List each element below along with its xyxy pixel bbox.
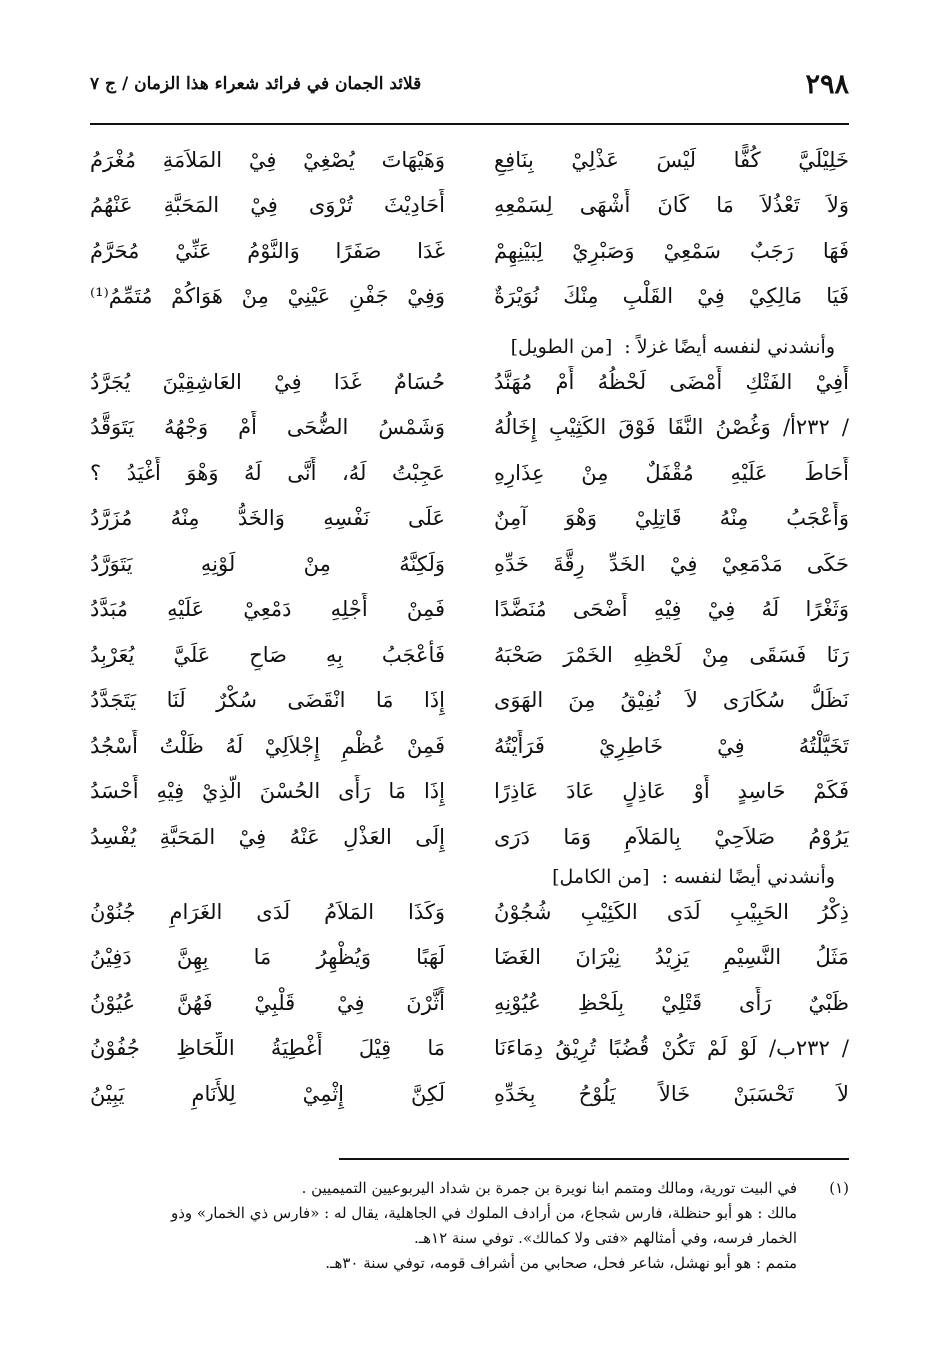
verse-couplet [90,671,849,717]
footnote-line: الخمار فرسه، وفي أمثالهم «فتى ولا كمالك». توفي سنة ١٢هـ. [413,1229,797,1247]
verse-first-hemistich: وَثَغْرًا لَهُ فِيْ فِيْهِ أَضْحَى مُنَضَّدًا [494,597,849,621]
verse-couplet [90,534,849,580]
verse-first-hemistich: / ٢٣٢أ/ وَغُصْنُ النَّقَا فَوْقَ الكَثِيْبِ إِخَالُهُ [494,415,849,439]
verse-couplet [90,130,849,176]
verse-first-hemistich: نَظَلُّ سُكَارَى لاَ نُفِيْقُ مِنَ الهَوَى [494,688,849,712]
verse-couplet [90,1019,849,1065]
poem-section-1 [90,130,849,312]
verse-first-hemistich: فَيَا مَالِكِيْ فِيْ القَلْبِ مِنْكَ نُوَيْرَةٌ [494,284,849,308]
verse-first-hemistich: حَكَى مَدْمَعِيْ فِيْ الخَدِّ رِقَّةَ خَدِّهِ [494,551,849,576]
verse-second-hemistich: إِذَا مَا رَأَى الحُسْنَ الَّذِيْ فِيْهِ أَحْسَدُ [90,779,445,803]
running-title: قلائد الجمان في فرائد شعراء هذا الزمان / ج ٧ [90,74,422,94]
verse-couplet [90,882,849,928]
verse-couplet [90,176,849,222]
verse-second-hemistich: إِذَا مَا انْقَضَى سُكْرٌ لَنَا يَتَجَدَّدُ [90,688,445,712]
verse-second-hemistich: أَثَّرْنَ فِيْ قَلْبِيْ فَهُنَّ عُيُوْنُ [90,990,445,1015]
verse-first-hemistich: وَلاَ تَعْذُلاَ مَا كَانَ أَشْهَى لِسَمْعِهِ [494,193,849,217]
header-rule [90,123,849,125]
meter-label: [من الكامل] [552,866,650,888]
verse-couplet [90,443,849,489]
verse-second-hemistich: حُسَامٌ غَدَا فِيْ العَاشِقِيْنَ يُجَرَّدُ [90,369,445,394]
verse-second-hemistich: وَكَذَا المَلاَمُ لَدَى الغَرَامِ جُنُوْنُ [90,899,445,924]
verse-first-hemistich: / ٢٣٢ب/ لَوْ لَمْ تَكُنْ قُضُبًا تُرِيْقُ دِمَاءَنَا [494,1036,849,1060]
verse-first-hemistich: فَكَمْ حَاسِدٍ أَوْ عَاذِلٍ عَادَ عَاذِرًا [494,779,849,803]
verse-couplet [90,762,849,808]
footnote-text: في البيت تورية، ومالك ومتمم ابنا نويرة بن جمرة بن شداد اليربوعيين التميميين . [301,1179,797,1197]
verse-couplet [90,973,849,1019]
verse-couplet [90,267,849,313]
verse-second-hemistich: وَشَمْسُ الضُّحَى أَمْ وَجْهُهُ يَتَوَقَّدُ [90,415,445,439]
verse-second-hemistich: عَجِبْتُ لَهُ، أَنَّى لَهُ وَهْوَ أَغْيَدُ ؟ [90,460,445,485]
verse-first-hemistich: وَأَعْجَبُ مِنْهُ قَاتِلِيْ وَهْوَ آمِنٌ [494,506,849,530]
verse-second-hemistich: مَا قِيْلَ أَغْطِيَةُ اللِّحَاظِ جُفُوْنُ [90,1036,445,1060]
verse-second-hemistich: فَمِنْ أَجْلِهِ دَمْعِيْ عَلَيْهِ مُبَدَّدُ [90,597,445,621]
verse-couplet [90,625,849,671]
intro-text: وأنشدني لنفسه أيضًا غزلاً : [624,336,835,358]
verse-first-hemistich: ظَبْيٌ رَأَى قَتْلِيْ بِلَحْظِ عُيُوْنِهِ [494,990,849,1015]
footnotes [150,1176,849,1276]
verse-second-hemistich: لَكِنَّ إِثْمِيْ لِلأَنَامِ يَبِيْنُ [90,1081,445,1106]
verse-couplet [90,928,849,974]
verse-second-hemistich: لَهَبًا وَيُظْهِرُ مَا بِهِنَّ دَفِيْنُ [90,945,445,969]
meter-label: [من الطويل] [510,336,613,358]
verse-first-hemistich: خَلِيْلَيَّ كُفًّا لَيْسَ عَذْلِيْ بِنَافِعِ [494,147,849,172]
verse-first-hemistich: فَهَا رَجَبٌ سَمْعِيْ وَصَبْرِيْ لِبَيْنِهِمْ [494,238,849,263]
verse-second-hemistich: وَهَيْهَاتَ يُصْغِيْ فِيْ المَلاَمَةِ مُغْرَمُ [90,147,445,172]
verse-second-hemistich: وَلَكِنَّهُ مِنْ لَوْنِهِ يَتَوَرَّدُ [90,551,445,576]
verse-first-hemistich: رَنَا فَسَقَى مِنْ لَحْظِهِ الخَمْرَ صَحْبَهُ [494,642,849,667]
verse-couplet [90,807,849,853]
verse-first-hemistich: يَرُوْمُ صَلاَحِيْ بِالمَلاَمِ وَمَا دَرَى [494,824,849,849]
verse-second-hemistich: أَحَادِيْثَ تُرْوَى فِيْ المَحَبَّةِ عَنْهُمُ [90,193,445,217]
page-header [90,64,849,104]
footnote-rule [339,1158,849,1160]
verse-couplet [90,580,849,626]
verse-first-hemistich: تَخَيَّلْتُهُ فِيْ خَاطِرِيْ فَرَأَيْتُهُ [494,733,849,758]
verse-couplet [90,489,849,535]
verse-couplet [90,221,849,267]
page-number: ٢٩٨ [805,68,849,100]
footnote-line [150,1176,849,1201]
verse-first-hemistich: لاَ تَحْسَبَنْ خَالاً يَلُوْحُ بِخَدِّهِ [494,1081,849,1106]
footnote-line: متمم : هو أبو نهشل، شاعر فحل، صحابي من أشراف قومه، توفي سنة ٣٠هـ. [325,1254,797,1272]
verse-second-hemistich: فَمِنْ عُظْمِ إِجْلاَلِيْ لَهُ ظَلْتُ أَسْجُدُ [90,733,445,758]
verse-couplet [90,1064,849,1110]
verse-first-hemistich: مَثَلُ النَّسِيْمِ يَزِيْدُ نِيْرَانَ الغَضَا [494,945,849,969]
verse-second-hemistich: إِلَى العَذْلِ عَنْهُ فِيْ المَحَبَّةِ يُفْسِدُ [90,824,445,849]
verse-couplet [90,398,849,444]
verse-first-hemistich: ذِكْرُ الحَبِيْبِ لَدَى الكَئِيْبِ شُجُوْنُ [494,899,849,924]
verse-couplet [90,352,849,398]
verse-second-hemistich: فَأَعْجَبُ بِهِ صَاحٍ عَلَيَّ يُعَرْبِدُ [90,642,445,667]
verse-couplet [90,716,849,762]
poem-section-3 [90,882,849,1110]
footnote-line: مالك : هو أبو حنظلة، فارس شجاع، من أرادف الملوك في الجاهلية، يقال له : «فارس ذي الخمار» وذو [170,1204,797,1222]
verse-second-hemistich: عَلَى نَفْسِهِ وَالخَدُّ مِنْهُ مُزَرَّدُ [90,506,445,530]
intro-text: وأنشدني أيضًا لنفسه : [661,866,835,888]
footnote-marker: (١) [829,1179,849,1197]
verse-first-hemistich: أَحَاطَ عَلَيْهِ مُقْفَلٌ مِنْ عِذَارِهِ [494,460,849,485]
poem-section-2 [90,352,849,853]
verse-first-hemistich: أَفِيْ الفَتْكِ أَمْضَى لَحْظُهُ أَمْ مُهَنَّدُ [494,369,849,394]
verse-second-hemistich: وَفِيْ جَفْنِ عَيْنِيْ مِنْ هَوَاكُمْ مُتَمِّمُ⁽¹⁾ [90,284,445,308]
verse-second-hemistich: غَدَا صَفَرًا وَالنَّوْمُ عَنِّيْ مُحَرَّمُ [90,238,445,263]
